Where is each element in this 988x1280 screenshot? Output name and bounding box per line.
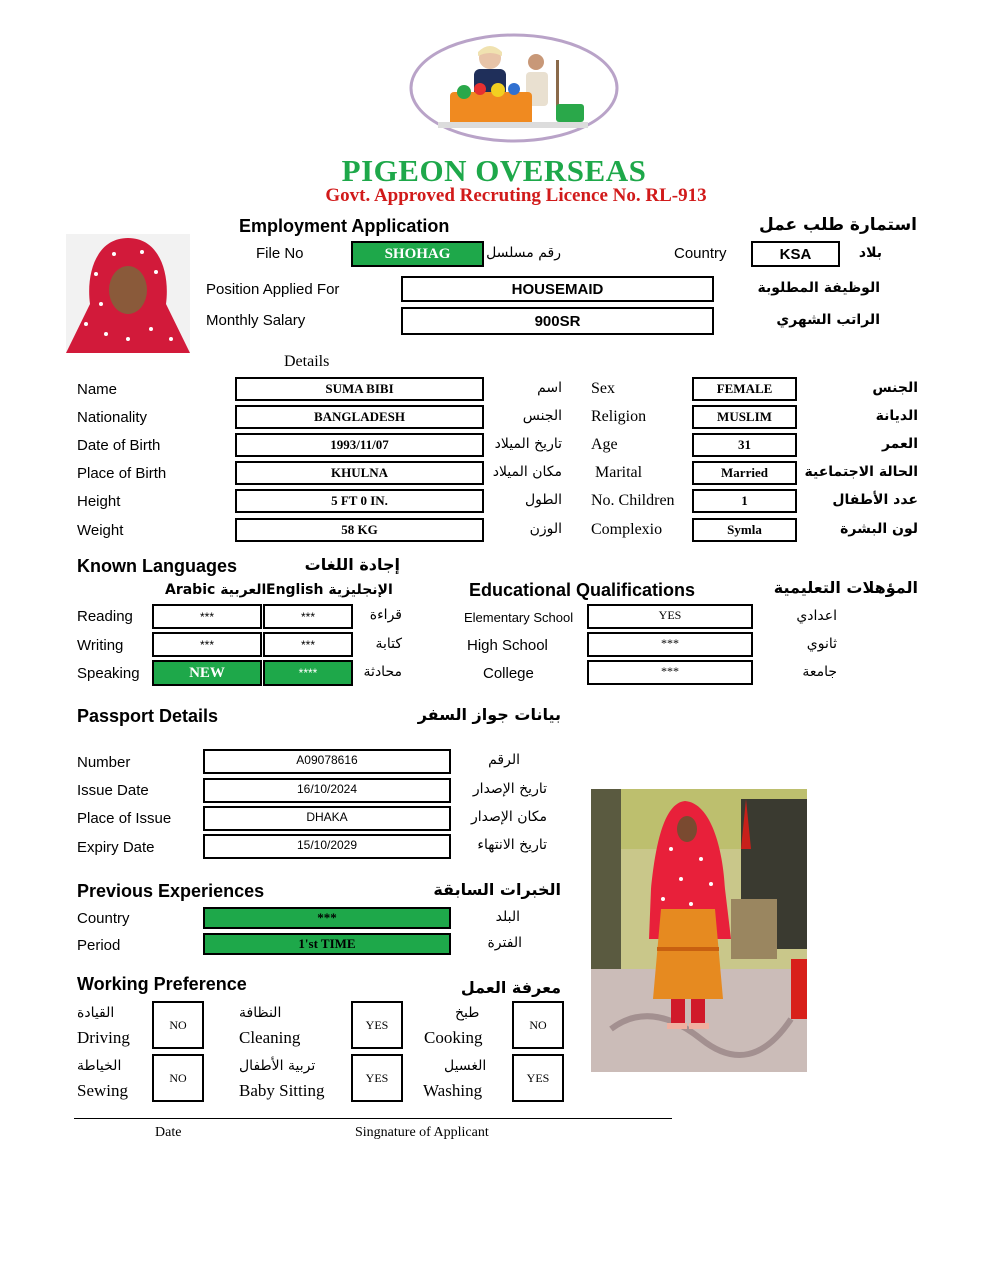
nationality-label: Nationality (77, 409, 148, 426)
issue-date-value: 16/10/2024 (296, 782, 358, 796)
exp-country-field (203, 907, 451, 929)
cleaning-arabic: النظافة (239, 1005, 282, 1021)
form-title: Employment Application (239, 216, 450, 236)
expiry-date-value: 15/10/2029 (296, 838, 358, 852)
religion-value: MUSLIM (717, 409, 772, 424)
highschool-arabic: ثانوي (806, 636, 837, 652)
reading-english-field (263, 604, 353, 629)
speaking-english-field (263, 660, 353, 686)
sex-field (692, 377, 797, 401)
age-arabic: العمر (881, 436, 918, 452)
college-value: *** (661, 664, 679, 678)
babysitting-arabic: تربية الأطفال (239, 1058, 316, 1074)
file-no-value: SHOHAG (384, 245, 451, 262)
college-arabic: جامعة (802, 664, 837, 680)
highschool-value: *** (661, 636, 679, 650)
country-label: Country (674, 245, 727, 262)
writing-arabic-label: كتابة (375, 636, 402, 652)
marital-label: Marital (595, 464, 643, 481)
elementary-value: YES (658, 608, 682, 622)
education-heading-arabic: المؤهلات التعليمية (773, 578, 918, 597)
sewing-value: NO (169, 1070, 187, 1085)
babysitting-label: Baby Sitting (239, 1081, 325, 1100)
applicant-full-photo (591, 789, 807, 1072)
salary-label: Monthly Salary (206, 312, 306, 329)
marital-arabic: الحالة الاجتماعية (804, 464, 918, 480)
driving-box (152, 1001, 204, 1049)
highschool-field (587, 632, 753, 657)
languages-heading-arabic: إجادة اللغات (304, 555, 400, 574)
passport-number-field (203, 749, 451, 774)
file-no-label: File No (256, 245, 304, 262)
place-of-issue-value: DHAKA (306, 810, 348, 824)
experience-heading: Previous Experiences (77, 881, 265, 901)
preference-heading: Working Preference (77, 974, 247, 994)
speaking-label: Speaking (77, 665, 140, 682)
exp-period-arabic: الفترة (487, 935, 522, 951)
col-english-header: English الإنجليزية (266, 582, 393, 598)
experience-heading-arabic: الخبرات السابقة (433, 880, 561, 899)
marital-value: Married (721, 465, 768, 480)
dob-value: 1993/11/07 (330, 437, 389, 452)
form-title-arabic: استمارة طلب عمل (758, 215, 917, 235)
weight-value: 58 KG (341, 522, 378, 537)
position-value: HOUSEMAID (511, 280, 604, 298)
exp-country-arabic: البلد (495, 909, 520, 925)
name-arabic: اسم (537, 380, 562, 396)
issue-date-label: Issue Date (77, 782, 149, 799)
driving-value: NO (169, 1017, 187, 1032)
washing-box (512, 1054, 564, 1102)
expiry-date-field (203, 834, 451, 859)
place-of-issue-label: Place of Issue (77, 810, 172, 827)
passport-number-arabic: الرقم (488, 752, 520, 768)
salary-field (401, 307, 714, 335)
weight-arabic: الوزن (529, 521, 562, 537)
height-arabic: الطول (524, 492, 562, 508)
signature-divider (74, 1118, 672, 1119)
details-heading: Details (284, 353, 330, 370)
weight-label: Weight (77, 522, 124, 539)
dob-arabic: تاريخ الميلاد (494, 436, 562, 452)
complexion-field (692, 518, 797, 542)
expiry-date-arabic: تاريخ الانتهاء (477, 837, 547, 853)
marital-field (692, 461, 797, 485)
writing-label: Writing (77, 637, 124, 654)
nationality-arabic: الجنس (522, 408, 562, 424)
sex-value: FEMALE (716, 381, 773, 396)
children-value: 1 (741, 493, 748, 508)
writing-arabic-field (152, 632, 262, 657)
washing-label: Washing (423, 1081, 483, 1100)
cooking-value: NO (529, 1017, 547, 1032)
dob-label: Date of Birth (77, 437, 161, 454)
height-field (235, 489, 484, 513)
reading-english-value: *** (300, 609, 315, 624)
name-field (235, 377, 484, 401)
sewing-label: Sewing (77, 1081, 128, 1100)
height-label: Height (77, 493, 121, 510)
passport-number-value: A09078616 (296, 753, 358, 767)
education-heading: Educational Qualifications (469, 580, 696, 600)
babysitting-box (351, 1054, 403, 1102)
passport-number-label: Number (77, 754, 131, 771)
highschool-label: High School (467, 637, 548, 654)
age-label: Age (591, 436, 618, 453)
position-arabic: الوظيفة المطلوبة (757, 280, 880, 296)
babysitting-value: YES (365, 1070, 389, 1085)
licence-line: Govt. Approved Recruting Licence No. RL-913 (325, 185, 707, 206)
religion-arabic: الديانة (875, 408, 918, 424)
name-value: SUMA BIBI (325, 381, 394, 396)
writing-english-field (263, 632, 353, 657)
cooking-label: Cooking (424, 1028, 483, 1047)
position-label: Position Applied For (206, 281, 340, 298)
cleaning-label: Cleaning (239, 1028, 301, 1047)
height-value: 5 FT 0 IN. (331, 493, 388, 508)
speaking-arabic-value: NEW (189, 664, 225, 681)
company-logo (408, 32, 620, 144)
complexion-value: Symla (727, 522, 762, 537)
expiry-date-label: Expiry Date (77, 839, 155, 856)
name-label: Name (77, 381, 118, 398)
religion-field (692, 405, 797, 429)
cooking-box (512, 1001, 564, 1049)
washing-value: YES (526, 1070, 550, 1085)
languages-heading: Known Languages (77, 556, 238, 576)
pob-field (235, 461, 484, 485)
issue-date-field (203, 778, 451, 803)
elementary-arabic: اعدادي (796, 608, 837, 624)
speaking-arabic-label: محادثة (363, 664, 402, 680)
reading-arabic-value: *** (199, 609, 214, 624)
age-value: 31 (738, 437, 751, 452)
applicant-portrait (66, 234, 190, 353)
exp-period-label: Period (77, 937, 121, 954)
writing-arabic-value: *** (199, 637, 214, 652)
reading-arabic-field (152, 604, 262, 629)
dob-field (235, 433, 484, 457)
reading-arabic-label: قراءة (369, 607, 402, 623)
country-value: KSA (779, 245, 812, 263)
driving-arabic: القيادة (77, 1005, 115, 1021)
college-field (587, 660, 753, 685)
weight-field (235, 518, 484, 542)
exp-period-field (203, 933, 451, 955)
pob-arabic: مكان الميلاد (492, 464, 562, 480)
speaking-arabic-field (152, 660, 262, 686)
writing-english-value: *** (300, 637, 315, 652)
complexion-label: Complexio (591, 521, 663, 538)
salary-value: 900SR (534, 312, 581, 330)
passport-heading-arabic: بيانات جواز السفر (417, 705, 561, 724)
salary-arabic: الراتب الشهري (776, 312, 880, 328)
college-label: College (483, 665, 534, 682)
sewing-arabic: الخياطة (77, 1058, 122, 1074)
washing-arabic: الغسيل (444, 1058, 487, 1074)
date-label: Date (155, 1125, 182, 1140)
pob-label: Place of Birth (77, 465, 167, 482)
speaking-english-value: **** (298, 666, 318, 680)
sex-arabic: الجنس (872, 380, 918, 396)
exp-period-value: 1'st TIME (298, 936, 356, 951)
col-arabic-header: Arabic العربية (165, 582, 267, 598)
company-name: PIGEON OVERSEAS (341, 153, 647, 188)
pob-value: KHULNA (330, 465, 389, 480)
issue-date-arabic: تاريخ الإصدار (472, 781, 547, 797)
religion-label: Religion (591, 408, 647, 425)
reading-label: Reading (77, 608, 133, 625)
file-no-field (351, 241, 484, 267)
age-field (692, 433, 797, 457)
position-field (401, 276, 714, 302)
place-of-issue-field (203, 806, 451, 831)
children-label: No. Children (591, 492, 675, 509)
preference-heading-arabic: معرفة العمل (460, 978, 561, 997)
cleaning-box (351, 1001, 403, 1049)
children-field (692, 489, 797, 513)
country-field (751, 241, 840, 267)
nationality-field (235, 405, 484, 429)
passport-heading: Passport Details (77, 706, 219, 726)
place-of-issue-arabic: مكان الإصدار (471, 809, 547, 825)
file-no-arabic: رقم مسلسل (486, 245, 561, 261)
children-arabic: عدد الأطفال (832, 492, 918, 508)
signature-label: Singnature of Applicant (355, 1125, 489, 1140)
country-arabic: بلاد (858, 245, 882, 261)
exp-country-label: Country (77, 910, 130, 927)
nationality-value: BANGLADESH (313, 409, 406, 424)
driving-label: Driving (77, 1028, 130, 1047)
elementary-label: Elementary School (464, 610, 574, 625)
complexion-arabic: لون البشرة (840, 521, 918, 537)
exp-country-value: *** (317, 910, 337, 925)
sewing-box (152, 1054, 204, 1102)
cooking-arabic: طبخ (455, 1005, 480, 1021)
elementary-field (587, 604, 753, 629)
sex-label: Sex (591, 380, 615, 397)
cleaning-value: YES (365, 1017, 389, 1032)
